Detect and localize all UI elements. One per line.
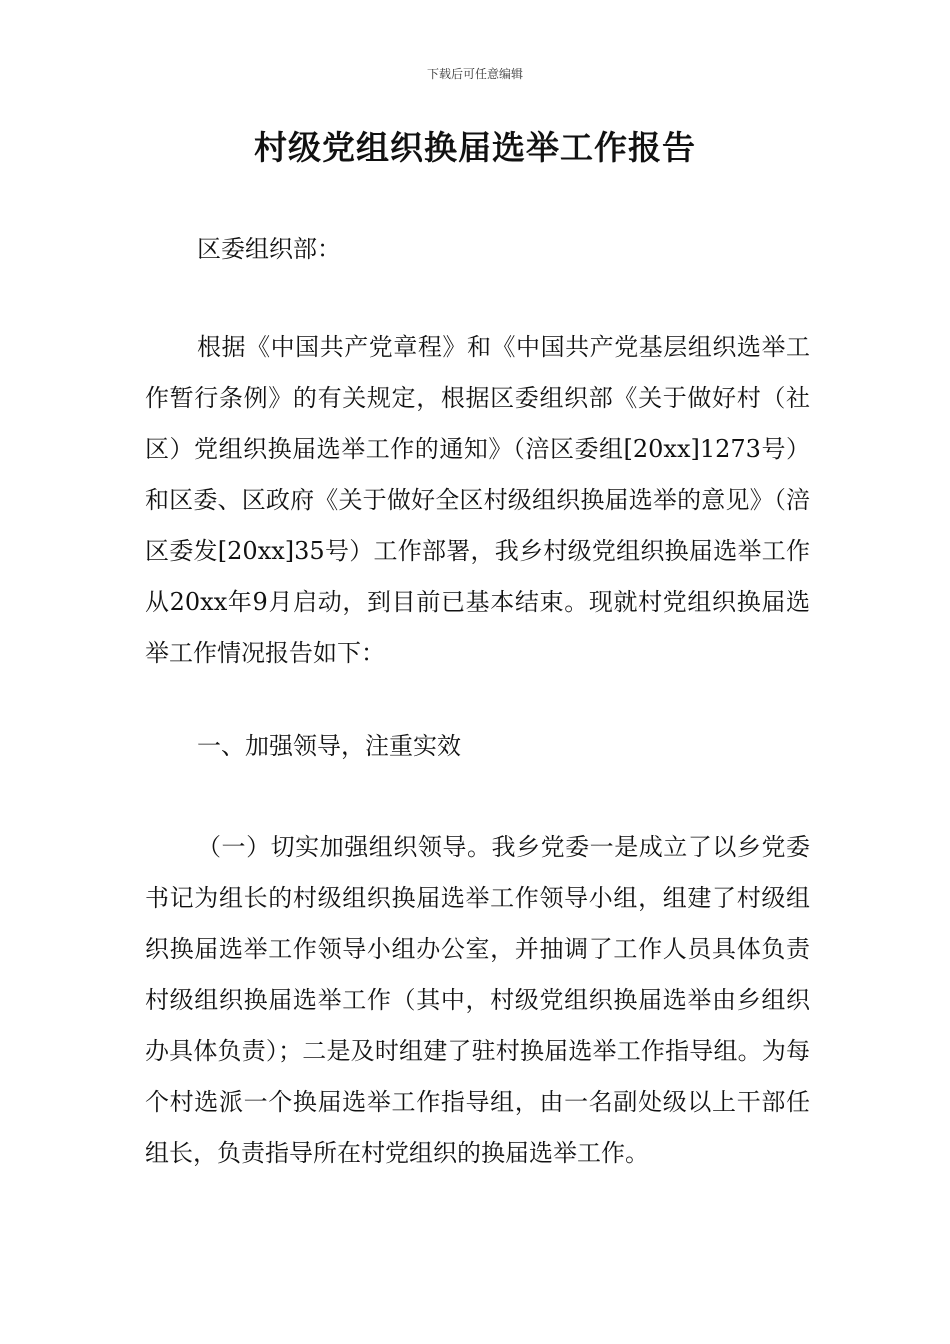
paragraph-intro: 根据《中国共产党章程》和《中国共产党基层组织选举工作暂行条例》的有关规定，根据区委组织部《关于做好村（社区）党组织换届选举工作的通知》（涪区委组[20xx]1273号）和区委、区政府《关于做好全区村级组织换届选举的意见》（涪区委发[20xx]35号）工作部署，我乡村级党组织换届选举工作从20xx年9月启动，到目前已基本结束。现就村党组织换届选举工作情况报告如下： bbox=[145, 333, 810, 667]
salutation: 区委组织部： bbox=[197, 235, 341, 263]
header-note: 下载后可任意编辑 bbox=[426, 67, 523, 81]
paragraph-organization: （一）切实加强组织领导。我乡党委一是成立了以乡党委书记为组长的村级组织换届选举工作领导小组，组建了村级组织换届选举工作领导小组办公室，并抽调了工作人员具体负责村级组织换届选举工作（其中，村级党组织换届选举由乡组织办具体负责）；二是及时组建了驻村换届选举工作指导组。为每个村选派一个换届选举工作指导组，由一名副处级以上干部任组长，负责指导所在村党组织的换届选举工作。 bbox=[145, 833, 810, 1167]
section-heading: 一、加强领导，注重实效 bbox=[197, 732, 461, 760]
document-title: 村级党组织换届选举工作报告 bbox=[254, 128, 696, 167]
